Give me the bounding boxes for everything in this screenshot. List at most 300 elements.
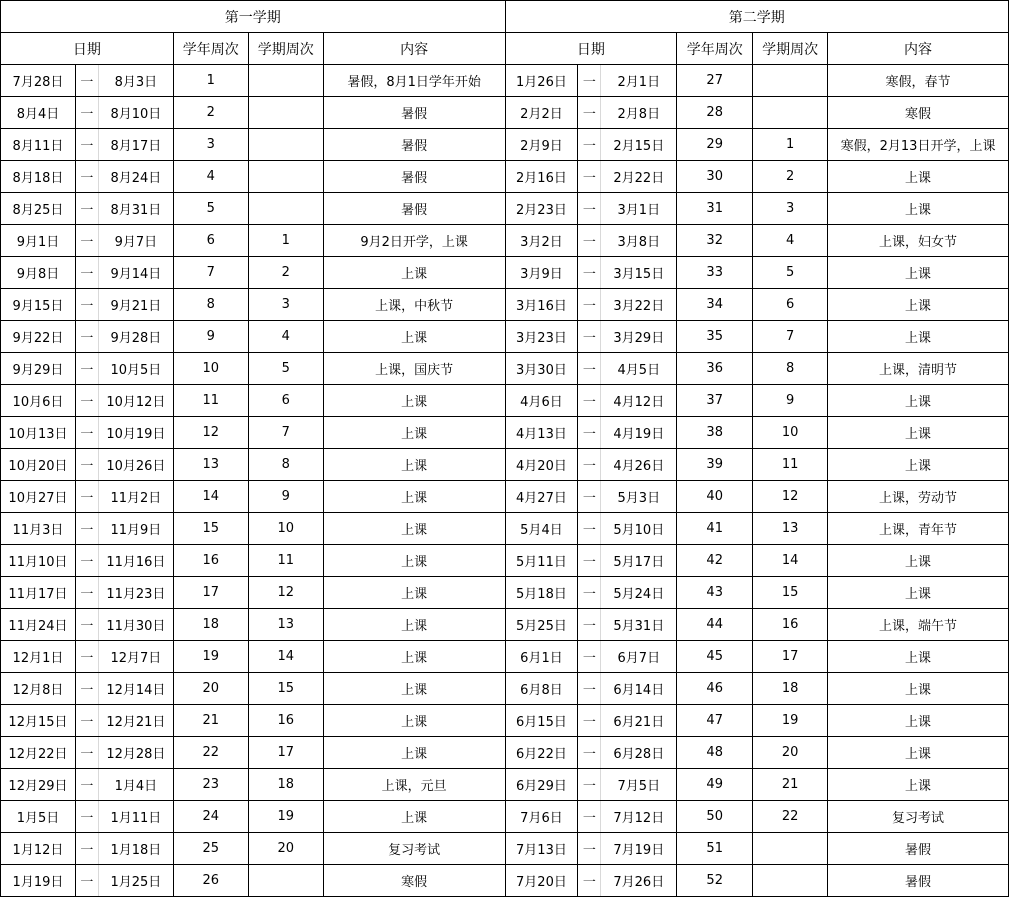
date-dash-cell: 一 [578,65,601,97]
table-row [505,577,1009,609]
date-dash-cell: 一 [578,865,601,897]
content-cell: 暑假 [323,129,505,161]
year-week-cell: 48 [677,737,753,769]
term-week-cell [753,865,828,897]
date-start-cell: 12月1日 [1,641,76,673]
term-week-cell: 11 [753,449,828,481]
year-week-cell: 4 [173,161,248,193]
term-week-cell: 7 [753,321,828,353]
date-end-cell: 5月10日 [601,513,677,545]
content-cell: 上课，清明节 [828,353,1009,385]
term-week-cell: 2 [248,257,323,289]
date-start-cell: 1月26日 [505,65,578,97]
date-start-cell: 8月18日 [1,161,76,193]
date-start-cell: 9月1日 [1,225,76,257]
date-start-cell: 11月24日 [1,609,76,641]
year-week-cell: 24 [173,801,248,833]
date-start-cell: 8月25日 [1,193,76,225]
date-start-cell: 9月15日 [1,289,76,321]
date-dash-cell: 一 [75,513,98,545]
date-dash-cell: 一 [75,609,98,641]
date-start-cell: 11月3日 [1,513,76,545]
table-row [505,97,1009,129]
year-week-cell: 37 [677,385,753,417]
date-start-cell: 3月30日 [505,353,578,385]
table-row [1,865,506,897]
year-week-cell: 50 [677,801,753,833]
content-cell: 上课 [828,321,1009,353]
content-cell: 上课，青年节 [828,513,1009,545]
year-week-cell: 19 [173,641,248,673]
table-row [1,705,506,737]
year-week-cell: 26 [173,865,248,897]
table-row [505,385,1009,417]
date-start-cell: 7月6日 [505,801,578,833]
content-cell: 上课 [828,769,1009,801]
date-end-cell: 7月19日 [601,833,677,865]
term-week-cell: 6 [753,289,828,321]
date-start-cell: 10月27日 [1,481,76,513]
date-end-cell: 12月7日 [98,641,173,673]
date-end-cell: 7月12日 [601,801,677,833]
date-dash-cell: 一 [75,833,98,865]
table-row [1,257,506,289]
term-week-cell: 3 [248,289,323,321]
date-start-cell: 2月16日 [505,161,578,193]
date-dash-cell: 一 [578,481,601,513]
term-week-cell [248,129,323,161]
content-cell: 上课 [828,385,1009,417]
term-week-cell: 8 [248,449,323,481]
table-row [1,65,506,97]
year-week-cell: 45 [677,641,753,673]
year-week-cell: 47 [677,705,753,737]
semester-title: 第一学期 [1,1,506,33]
table-row [505,417,1009,449]
term-week-cell: 21 [753,769,828,801]
date-dash-cell: 一 [578,801,601,833]
year-week-cell: 22 [173,737,248,769]
date-end-cell: 3月15日 [601,257,677,289]
date-start-cell: 4月6日 [505,385,578,417]
date-dash-cell: 一 [75,321,98,353]
date-start-cell: 5月25日 [505,609,578,641]
date-dash-cell: 一 [75,97,98,129]
term-week-cell [753,97,828,129]
year-week-cell: 9 [173,321,248,353]
term-week-cell: 9 [753,385,828,417]
table-row [505,833,1009,865]
date-end-cell: 6月21日 [601,705,677,737]
date-end-cell: 11月30日 [98,609,173,641]
term-week-cell: 1 [248,225,323,257]
date-start-cell: 7月28日 [1,65,76,97]
col-header-content: 内容 [828,33,1009,65]
date-end-cell: 11月9日 [98,513,173,545]
table-row [1,673,506,705]
year-week-cell: 46 [677,673,753,705]
table-row [1,577,506,609]
date-start-cell: 7月20日 [505,865,578,897]
date-end-cell: 4月12日 [601,385,677,417]
content-cell: 上课 [828,449,1009,481]
date-end-cell: 12月14日 [98,673,173,705]
date-dash-cell: 一 [578,705,601,737]
column-header-row [505,33,1009,65]
year-week-cell: 43 [677,577,753,609]
content-cell: 上课 [323,577,505,609]
date-start-cell: 2月23日 [505,193,578,225]
date-end-cell: 4月19日 [601,417,677,449]
year-week-cell: 30 [677,161,753,193]
date-dash-cell: 一 [578,97,601,129]
content-cell: 暑假 [828,833,1009,865]
term-week-cell: 13 [753,513,828,545]
content-cell: 上课 [828,289,1009,321]
year-week-cell: 34 [677,289,753,321]
term-week-cell: 5 [753,257,828,289]
date-end-cell: 11月16日 [98,545,173,577]
semester-title-row [1,1,506,33]
date-start-cell: 6月29日 [505,769,578,801]
term-week-cell [753,65,828,97]
content-cell: 上课 [828,705,1009,737]
year-week-cell: 29 [677,129,753,161]
content-cell: 暑假 [323,161,505,193]
date-start-cell: 9月8日 [1,257,76,289]
content-cell: 9月2日开学，上课 [323,225,505,257]
date-dash-cell: 一 [578,737,601,769]
year-week-cell: 18 [173,609,248,641]
table-row [1,225,506,257]
year-week-cell: 14 [173,481,248,513]
table-row [1,641,506,673]
table-row [505,225,1009,257]
term-week-cell [248,161,323,193]
date-dash-cell: 一 [75,545,98,577]
table-row [505,289,1009,321]
date-start-cell: 5月4日 [505,513,578,545]
table-row [1,801,506,833]
date-dash-cell: 一 [75,385,98,417]
table-row [505,65,1009,97]
year-week-cell: 8 [173,289,248,321]
date-end-cell: 8月24日 [98,161,173,193]
date-start-cell: 3月16日 [505,289,578,321]
year-week-cell: 17 [173,577,248,609]
date-dash-cell: 一 [578,353,601,385]
table-row [1,417,506,449]
date-end-cell: 5月17日 [601,545,677,577]
date-start-cell: 7月13日 [505,833,578,865]
term-week-cell: 3 [753,193,828,225]
date-end-cell: 9月21日 [98,289,173,321]
table-row [505,193,1009,225]
date-dash-cell: 一 [578,257,601,289]
content-cell: 上课 [323,705,505,737]
year-week-cell: 42 [677,545,753,577]
date-end-cell: 4月26日 [601,449,677,481]
content-cell: 上课 [323,737,505,769]
col-header-year-week: 学年周次 [173,33,248,65]
date-end-cell: 9月14日 [98,257,173,289]
date-end-cell: 9月28日 [98,321,173,353]
date-dash-cell: 一 [578,289,601,321]
content-cell: 暑假 [828,865,1009,897]
date-end-cell: 5月3日 [601,481,677,513]
content-cell: 上课 [828,417,1009,449]
content-cell: 上课 [323,385,505,417]
date-end-cell: 8月3日 [98,65,173,97]
date-end-cell: 2月8日 [601,97,677,129]
date-end-cell: 8月10日 [98,97,173,129]
date-dash-cell: 一 [75,129,98,161]
date-dash-cell: 一 [75,577,98,609]
date-dash-cell: 一 [75,417,98,449]
date-dash-cell: 一 [578,769,601,801]
term-week-cell: 12 [753,481,828,513]
term-week-cell [248,193,323,225]
col-header-term-week: 学期周次 [753,33,828,65]
date-dash-cell: 一 [578,513,601,545]
content-cell: 暑假 [323,193,505,225]
term-week-cell: 9 [248,481,323,513]
content-cell: 寒假 [323,865,505,897]
table-row [505,737,1009,769]
date-start-cell: 2月2日 [505,97,578,129]
content-cell: 上课，元旦 [323,769,505,801]
year-week-cell: 6 [173,225,248,257]
table-row [505,865,1009,897]
date-dash-cell: 一 [578,449,601,481]
date-end-cell: 12月21日 [98,705,173,737]
content-cell: 上课 [828,257,1009,289]
date-dash-cell: 一 [75,193,98,225]
date-dash-cell: 一 [75,737,98,769]
term-week-cell: 6 [248,385,323,417]
term-week-cell: 15 [248,673,323,705]
content-cell: 上课 [828,577,1009,609]
date-dash-cell: 一 [578,833,601,865]
date-dash-cell: 一 [578,577,601,609]
term-week-cell: 12 [248,577,323,609]
content-cell: 上课 [323,257,505,289]
date-dash-cell: 一 [75,65,98,97]
term-week-cell: 18 [248,769,323,801]
year-week-cell: 23 [173,769,248,801]
term-week-cell: 17 [753,641,828,673]
year-week-cell: 11 [173,385,248,417]
year-week-cell: 41 [677,513,753,545]
date-start-cell: 6月1日 [505,641,578,673]
year-week-cell: 36 [677,353,753,385]
table-row [505,161,1009,193]
date-start-cell: 5月18日 [505,577,578,609]
date-start-cell: 6月8日 [505,673,578,705]
table-row [505,705,1009,737]
content-cell: 上课 [828,161,1009,193]
semester-title: 第二学期 [505,1,1009,33]
term-week-cell: 11 [248,545,323,577]
content-cell: 上课 [323,641,505,673]
table-row [505,257,1009,289]
table-row [505,321,1009,353]
date-dash-cell: 一 [75,225,98,257]
date-dash-cell: 一 [578,673,601,705]
year-week-cell: 39 [677,449,753,481]
content-cell: 复习考试 [828,801,1009,833]
year-week-cell: 5 [173,193,248,225]
date-end-cell: 6月14日 [601,673,677,705]
table-row [1,449,506,481]
date-start-cell: 3月2日 [505,225,578,257]
term-week-cell: 19 [753,705,828,737]
table-row [1,769,506,801]
date-start-cell: 2月9日 [505,129,578,161]
date-dash-cell: 一 [75,865,98,897]
term-week-cell [248,865,323,897]
date-end-cell: 10月26日 [98,449,173,481]
table-row [1,97,506,129]
date-start-cell: 1月5日 [1,801,76,833]
date-end-cell: 1月18日 [98,833,173,865]
content-cell: 上课，国庆节 [323,353,505,385]
col-header-term-week: 学期周次 [248,33,323,65]
date-end-cell: 8月17日 [98,129,173,161]
date-dash-cell: 一 [75,673,98,705]
year-week-cell: 33 [677,257,753,289]
year-week-cell: 10 [173,353,248,385]
table-row [505,129,1009,161]
year-week-cell: 31 [677,193,753,225]
date-start-cell: 10月6日 [1,385,76,417]
content-cell: 上课 [323,673,505,705]
content-cell: 上课，中秋节 [323,289,505,321]
term-week-cell: 16 [753,609,828,641]
date-end-cell: 6月7日 [601,641,677,673]
table-row [505,545,1009,577]
content-cell: 上课，端午节 [828,609,1009,641]
date-start-cell: 8月4日 [1,97,76,129]
term-week-cell: 16 [248,705,323,737]
term-week-cell: 1 [753,129,828,161]
date-dash-cell: 一 [75,161,98,193]
table-row [1,353,506,385]
date-end-cell: 2月15日 [601,129,677,161]
date-end-cell: 10月12日 [98,385,173,417]
date-dash-cell: 一 [75,769,98,801]
date-dash-cell: 一 [75,449,98,481]
content-cell: 上课 [323,417,505,449]
table-row [505,513,1009,545]
date-start-cell: 9月29日 [1,353,76,385]
date-dash-cell: 一 [75,641,98,673]
col-header-year-week: 学年周次 [677,33,753,65]
content-cell: 上课 [828,737,1009,769]
year-week-cell: 13 [173,449,248,481]
year-week-cell: 7 [173,257,248,289]
content-cell: 上课 [828,641,1009,673]
year-week-cell: 3 [173,129,248,161]
date-end-cell: 3月29日 [601,321,677,353]
table-row [505,449,1009,481]
date-dash-cell: 一 [578,321,601,353]
term-week-cell: 8 [753,353,828,385]
date-end-cell: 2月1日 [601,65,677,97]
content-cell: 上课 [323,609,505,641]
term-week-cell: 2 [753,161,828,193]
date-end-cell: 3月22日 [601,289,677,321]
content-cell: 寒假，春节 [828,65,1009,97]
date-dash-cell: 一 [75,481,98,513]
date-dash-cell: 一 [578,609,601,641]
term-week-cell [753,833,828,865]
content-cell: 上课 [323,321,505,353]
content-cell: 上课 [828,673,1009,705]
content-cell: 上课 [323,481,505,513]
date-start-cell: 12月8日 [1,673,76,705]
year-week-cell: 38 [677,417,753,449]
date-start-cell: 4月13日 [505,417,578,449]
term-week-cell: 7 [248,417,323,449]
date-start-cell: 3月9日 [505,257,578,289]
year-week-cell: 1 [173,65,248,97]
date-start-cell: 10月13日 [1,417,76,449]
year-week-cell: 16 [173,545,248,577]
table-row [505,481,1009,513]
year-week-cell: 12 [173,417,248,449]
content-cell: 暑假 [323,97,505,129]
content-cell: 复习考试 [323,833,505,865]
year-week-cell: 21 [173,705,248,737]
date-dash-cell: 一 [75,257,98,289]
term-week-cell: 5 [248,353,323,385]
content-cell: 上课 [323,801,505,833]
date-start-cell: 11月10日 [1,545,76,577]
content-cell: 暑假，8月1日学年开始 [323,65,505,97]
date-end-cell: 10月5日 [98,353,173,385]
date-end-cell: 1月4日 [98,769,173,801]
date-dash-cell: 一 [75,289,98,321]
table-row [1,609,506,641]
date-end-cell: 1月11日 [98,801,173,833]
table-row [505,673,1009,705]
date-end-cell: 1月25日 [98,865,173,897]
table-row [505,353,1009,385]
term-week-cell: 4 [248,321,323,353]
table-row [1,513,506,545]
date-dash-cell: 一 [578,161,601,193]
date-start-cell: 6月15日 [505,705,578,737]
year-week-cell: 20 [173,673,248,705]
column-header-row [1,33,506,65]
table-row [1,481,506,513]
content-cell: 上课，妇女节 [828,225,1009,257]
year-week-cell: 32 [677,225,753,257]
date-dash-cell: 一 [578,385,601,417]
year-week-cell: 28 [677,97,753,129]
date-dash-cell: 一 [578,545,601,577]
table-row [505,769,1009,801]
table-row [1,129,506,161]
year-week-cell: 35 [677,321,753,353]
content-cell: 上课 [323,449,505,481]
col-header-date: 日期 [505,33,677,65]
table-row [505,801,1009,833]
date-dash-cell: 一 [578,417,601,449]
date-end-cell: 6月28日 [601,737,677,769]
year-week-cell: 52 [677,865,753,897]
